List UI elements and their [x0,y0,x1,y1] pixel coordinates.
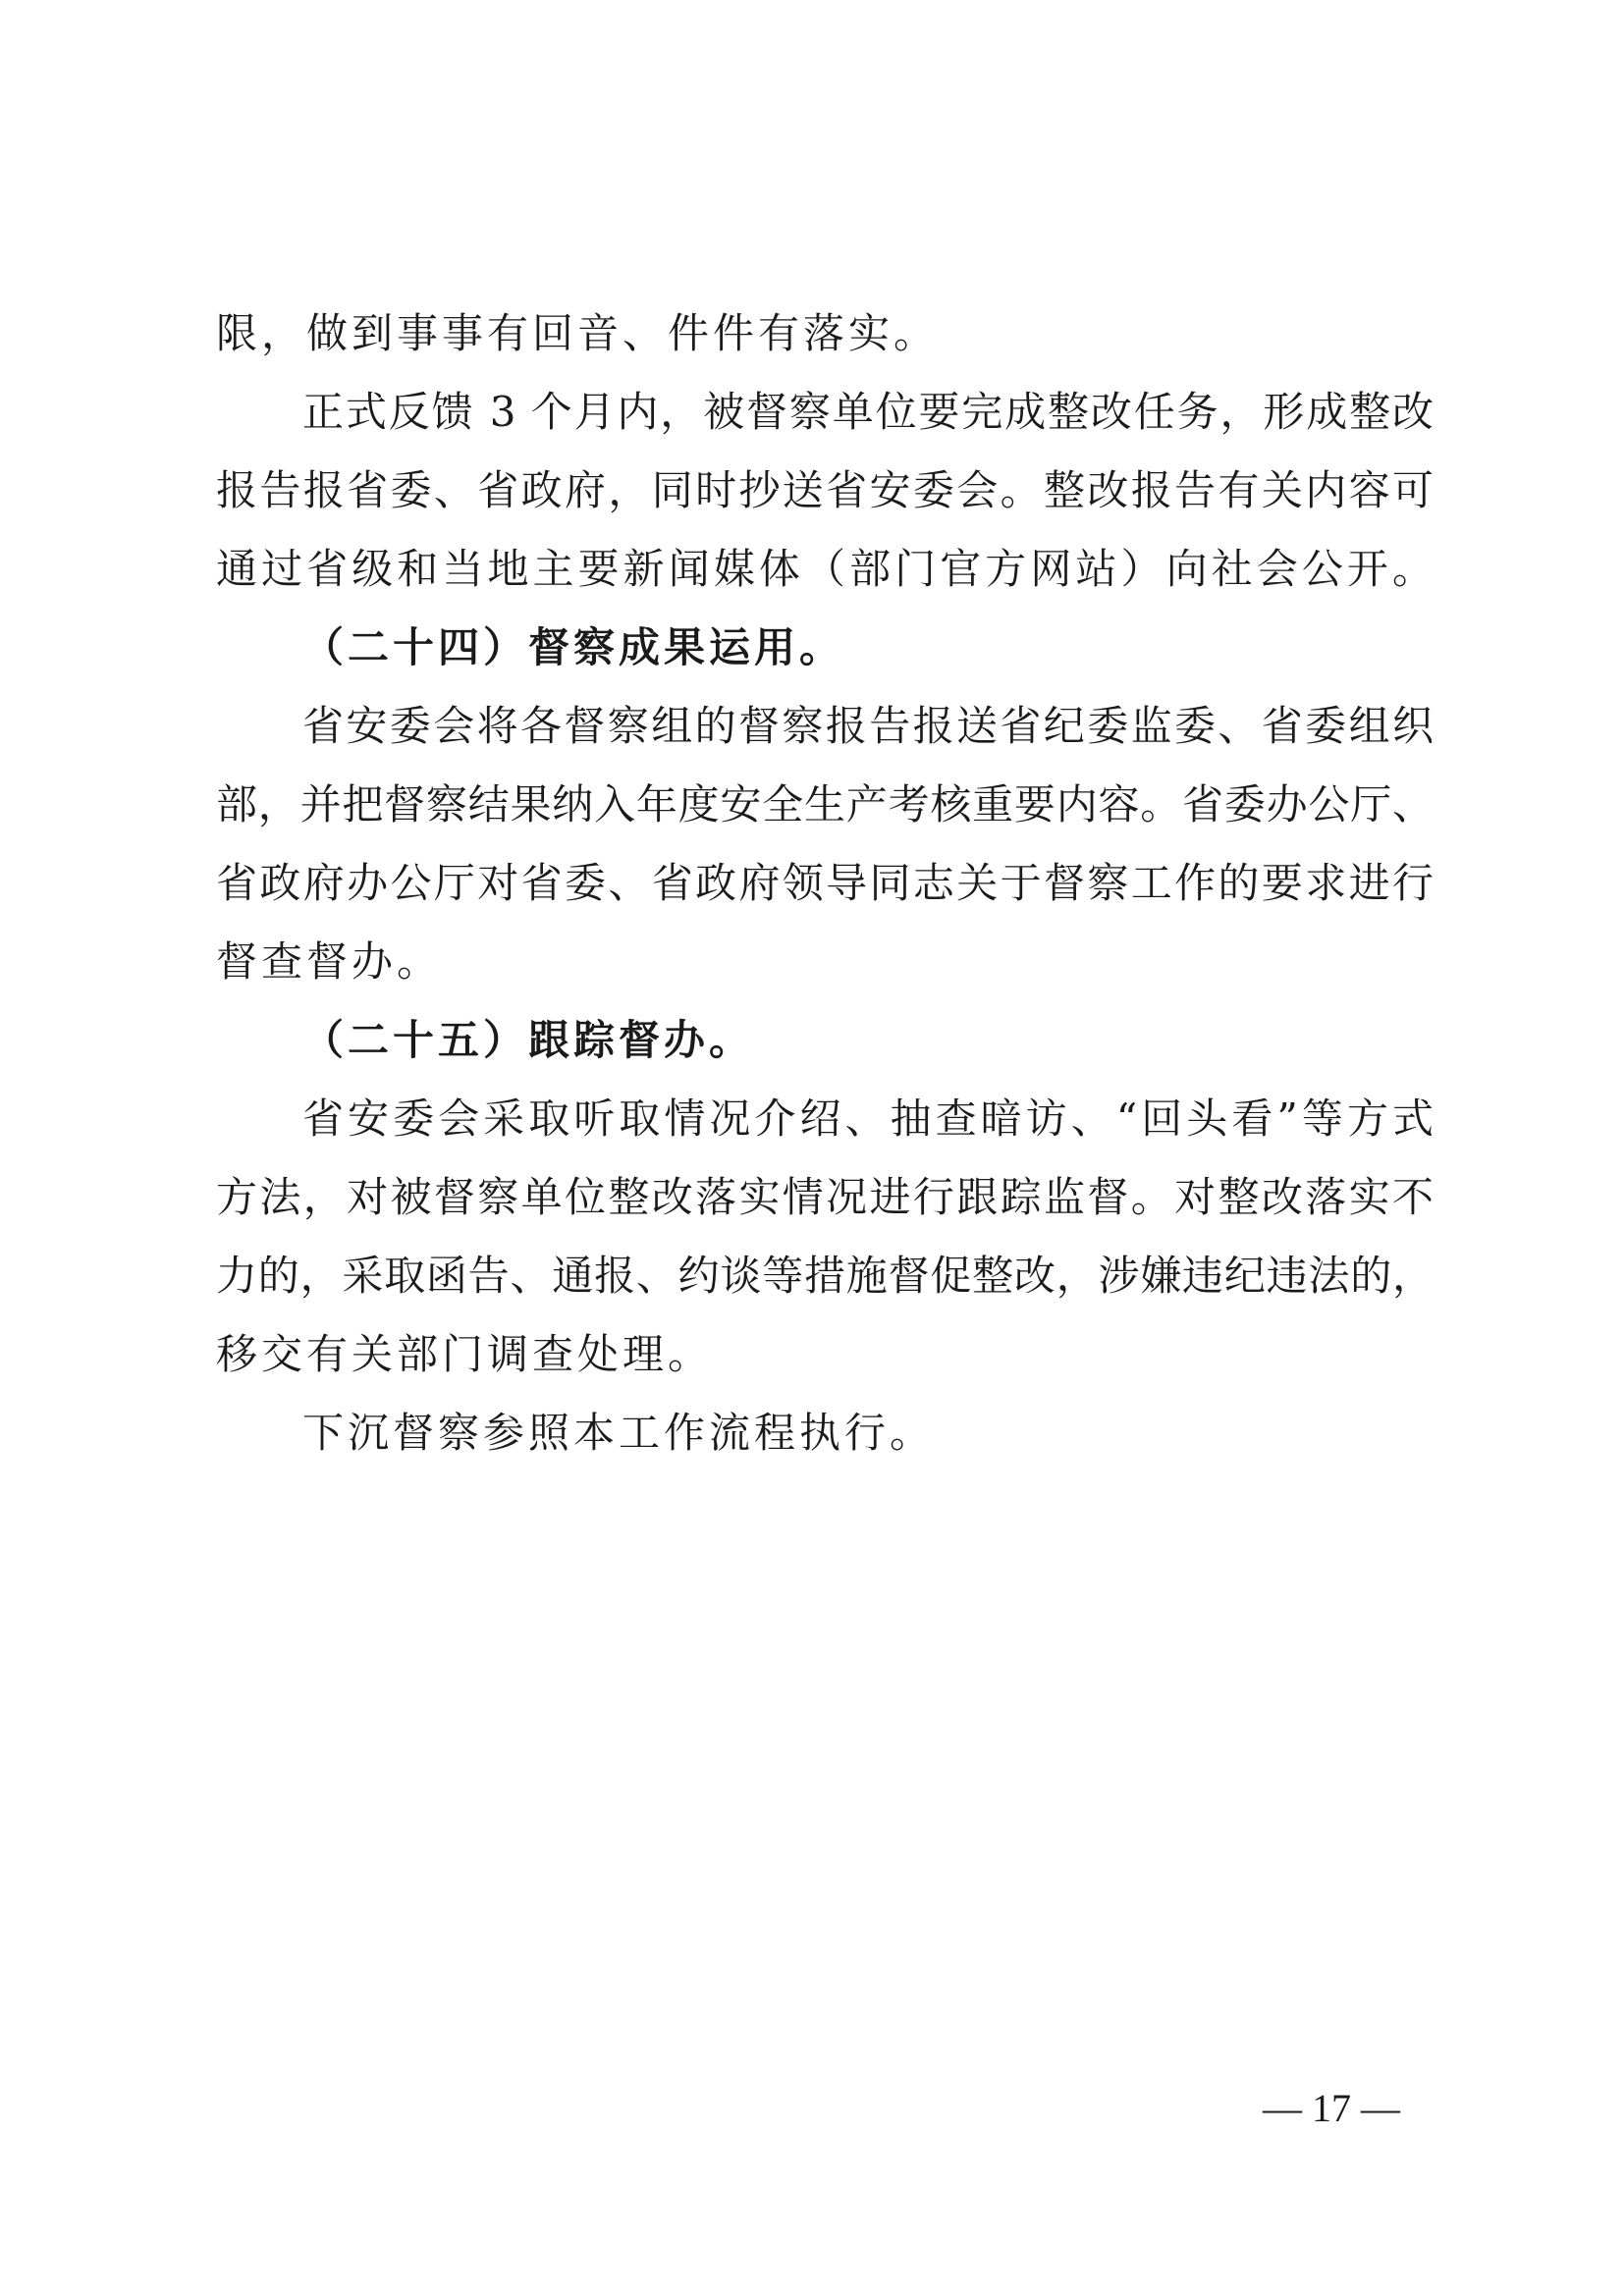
text-line: 限，做到事事有回音、件件有落实。 [216,309,940,357]
text-line: 正式反馈 3 个月内，被督察单位要完成整改任务，形成整改 [302,388,1434,436]
text-line: 省安委会采取听取情况介绍、抽查暗访、“回头看”等方式 [302,1095,1434,1143]
text-line: 省政府办公厅对省委、省政府领导同志关于督察工作的要求进行 [216,859,1434,907]
text-line: 报告报省委、省政府，同时抄送省安委会。整改报告有关内容可 [216,466,1434,514]
text-line: 下沉督察参照本工作流程执行。 [302,1409,936,1457]
text-line: 部，并把督察结果纳入年度安全生产考核重要内容。省委办公厅、 [216,780,1434,828]
text-line: 力的，采取函告、通报、约谈等措施督促整改，涉嫌违纪违法的， [216,1252,1434,1300]
section-heading: （二十五）跟踪督办。 [302,1016,755,1064]
text-line: 移交有关部门调查处理。 [216,1330,714,1378]
page-number: — 17 — [1263,2086,1400,2130]
text-line: 方法，对被督察单位整改落实情况进行跟踪监督。对整改落实不 [216,1173,1434,1221]
text-line: 督查督办。 [216,937,443,986]
section-heading: （二十四）督察成果运用。 [302,623,845,671]
document-body [216,294,1434,1472]
text-line: 通过省级和当地主要新闻媒体（部门官方网站）向社会公开。 [216,545,1434,593]
text-line: 省安委会将各督察组的督察报告报送省纪委监委、省委组织 [302,702,1434,750]
